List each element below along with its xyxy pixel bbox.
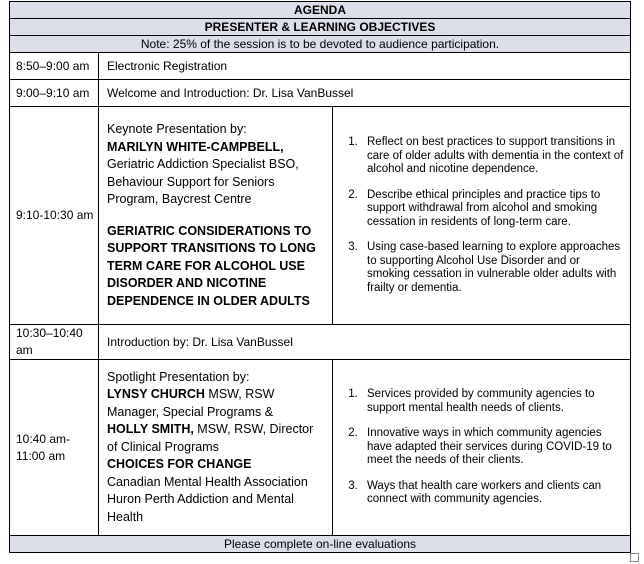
keynote-topic: GERIATRIC CONSIDERATIONS TO SUPPORT TRANSITIONS TO LONG TERM CARE FOR ALCOHOL USE DISORDER AND NICOTINE DEPENDENCE IN OLDER ADULTS — [107, 223, 316, 308]
presenter-1-role: MSW, RSW Manager, Special Programs & — [107, 387, 275, 419]
spotlight-intro: Spotlight Presentation by: — [107, 369, 250, 384]
item-description: Electronic Registration — [99, 53, 631, 80]
agenda-subtitle: PRESENTER & LEARNING OBJECTIVES — [10, 19, 631, 36]
table-row-welcome — [10, 80, 631, 107]
keynote-presenter-cell — [99, 107, 333, 325]
session-note: Note: 25% of the session is to be devoted to audience participation. — [10, 36, 631, 53]
spotlight-presenter-1 — [107, 386, 326, 421]
spotlight-presenter-2 — [107, 421, 326, 456]
list-item: 3. Using case-based learning to explore approaches to supporting Alcohol Use Disorder and or smoking cessation in vulnerable older adults with frailty or dementia. — [361, 241, 624, 295]
time-cell: 9:10-10:30 am — [10, 107, 99, 325]
table-row-spotlight — [10, 360, 631, 536]
evaluation-footer: Please complete on-line evaluations — [10, 536, 631, 553]
time-cell: 8:50–9:00 am — [10, 53, 99, 80]
spotlight-presenter-cell — [99, 360, 333, 536]
spotlight-topic: CHOICES FOR CHANGE — [107, 457, 252, 472]
list-item: 1. Services provided by community agencies to support mental health needs of clients. — [361, 388, 624, 415]
table-row-registration — [10, 53, 631, 80]
keynote-presenter-name: MARILYN WHITE-CAMPBELL, — [107, 139, 284, 154]
spotlight-objectives-cell — [333, 360, 631, 536]
time-cell: 10:30–10:40 am — [10, 325, 99, 360]
item-description: Introduction by: Dr. Lisa VanBussel — [99, 325, 631, 360]
spotlight-objectives-list — [337, 388, 624, 507]
list-item: 2. Describe ethical principles and practice tips to support withdrawal from alcohol and smoking cessation in residents of long-term care. — [361, 189, 624, 230]
agenda-title: AGENDA — [10, 2, 631, 19]
keynote-objectives-cell — [333, 107, 631, 325]
time-cell: 9:00–9:10 am — [10, 80, 99, 107]
presenter-1-name: LYNSY CHURCH — [107, 387, 205, 402]
keynote-intro: Keynote Presentation by: — [107, 122, 247, 136]
spotlight-org: Canadian Mental Health Association Huron Perth Addiction and Mental Health — [107, 474, 308, 524]
table-row-keynote — [10, 107, 631, 325]
presenter-2-role: MSW, RSW, Director of Clinical Programs — [107, 422, 314, 454]
presenter-2-name: HOLLY SMITH, — [107, 422, 194, 437]
agenda-table — [9, 1, 631, 553]
keynote-presenter-role: Geriatric Addiction Specialist BSO, Behaviour Support for Seniors Program, Baycrest Centre — [107, 157, 299, 206]
list-item: 3. Ways that health care workers and clients can connect with community agencies. — [361, 480, 624, 507]
list-item: 1. Reflect on best practices to support transitions in care of older adults with dementia in the context of alcohol and nicotine dependence. — [361, 136, 624, 177]
table-row-intro — [10, 325, 631, 360]
keynote-objectives-list — [337, 136, 624, 295]
table-resize-handle[interactable] — [630, 553, 639, 562]
list-item: 2. Innovative ways in which community agencies have adapted their services during COVID-19 to meet the needs of their clients. — [361, 427, 624, 468]
time-cell: 10:40 am-11:00 am — [10, 360, 99, 536]
item-description: Welcome and Introduction: Dr. Lisa VanBussel — [99, 80, 631, 107]
